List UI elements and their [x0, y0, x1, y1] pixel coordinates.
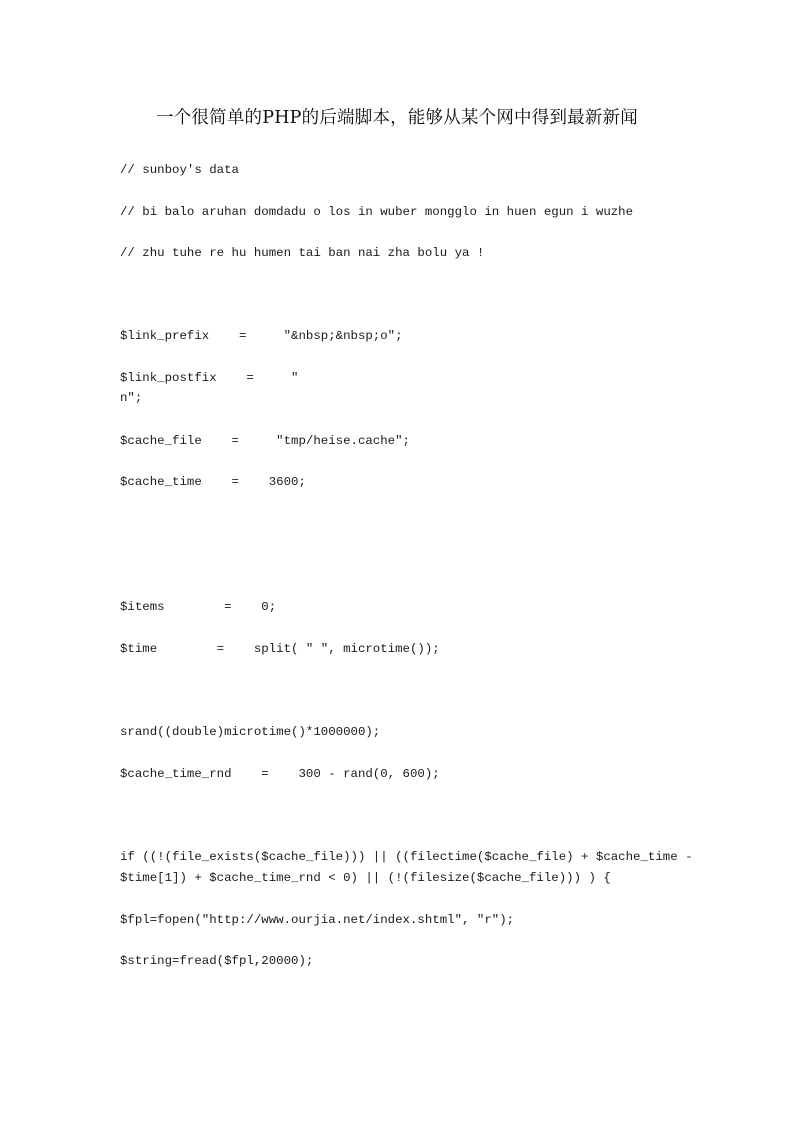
code-comment-line: // zhu tuhe re hu humen tai ban nai zha bolu ya !	[120, 246, 485, 260]
code-line: $link_postfix = "	[120, 371, 299, 385]
code-line: $cache_time = 3600;	[120, 475, 306, 489]
code-line: $string=fread($fpl,20000);	[120, 954, 314, 968]
code-line: srand((double)microtime()*1000000);	[120, 725, 381, 739]
code-line: $time[1]) + $cache_time_rnd < 0) || (!(filesize($cache_file))) ) {	[120, 871, 611, 885]
code-line: $items = 0;	[120, 600, 277, 614]
code-comment-line: // sunboy's data	[120, 163, 239, 177]
code-line: n";	[120, 391, 143, 405]
code-line: if ((!(file_exists($cache_file))) || ((filectime($cache_file) + $cache_time -	[120, 850, 693, 864]
code-line: $cache_file = "tmp/heise.cache";	[120, 434, 410, 448]
code-comment-line: // bi balo aruhan domdadu o los in wuber mongglo in huen egun i wuzhe	[120, 205, 634, 219]
code-line: $link_prefix = "&nbsp;&nbsp;o";	[120, 329, 403, 343]
code-line: $fpl=fopen("http://www.ourjia.net/index.shtml", "r");	[120, 913, 515, 927]
document-title: 一个很简单的PHP的后端脚本，能够从某个网中得到最新新闻	[156, 108, 638, 128]
code-line: $time = split( " ", microtime());	[120, 642, 440, 656]
code-line: $cache_time_rnd = 300 - rand(0, 600);	[120, 767, 440, 781]
